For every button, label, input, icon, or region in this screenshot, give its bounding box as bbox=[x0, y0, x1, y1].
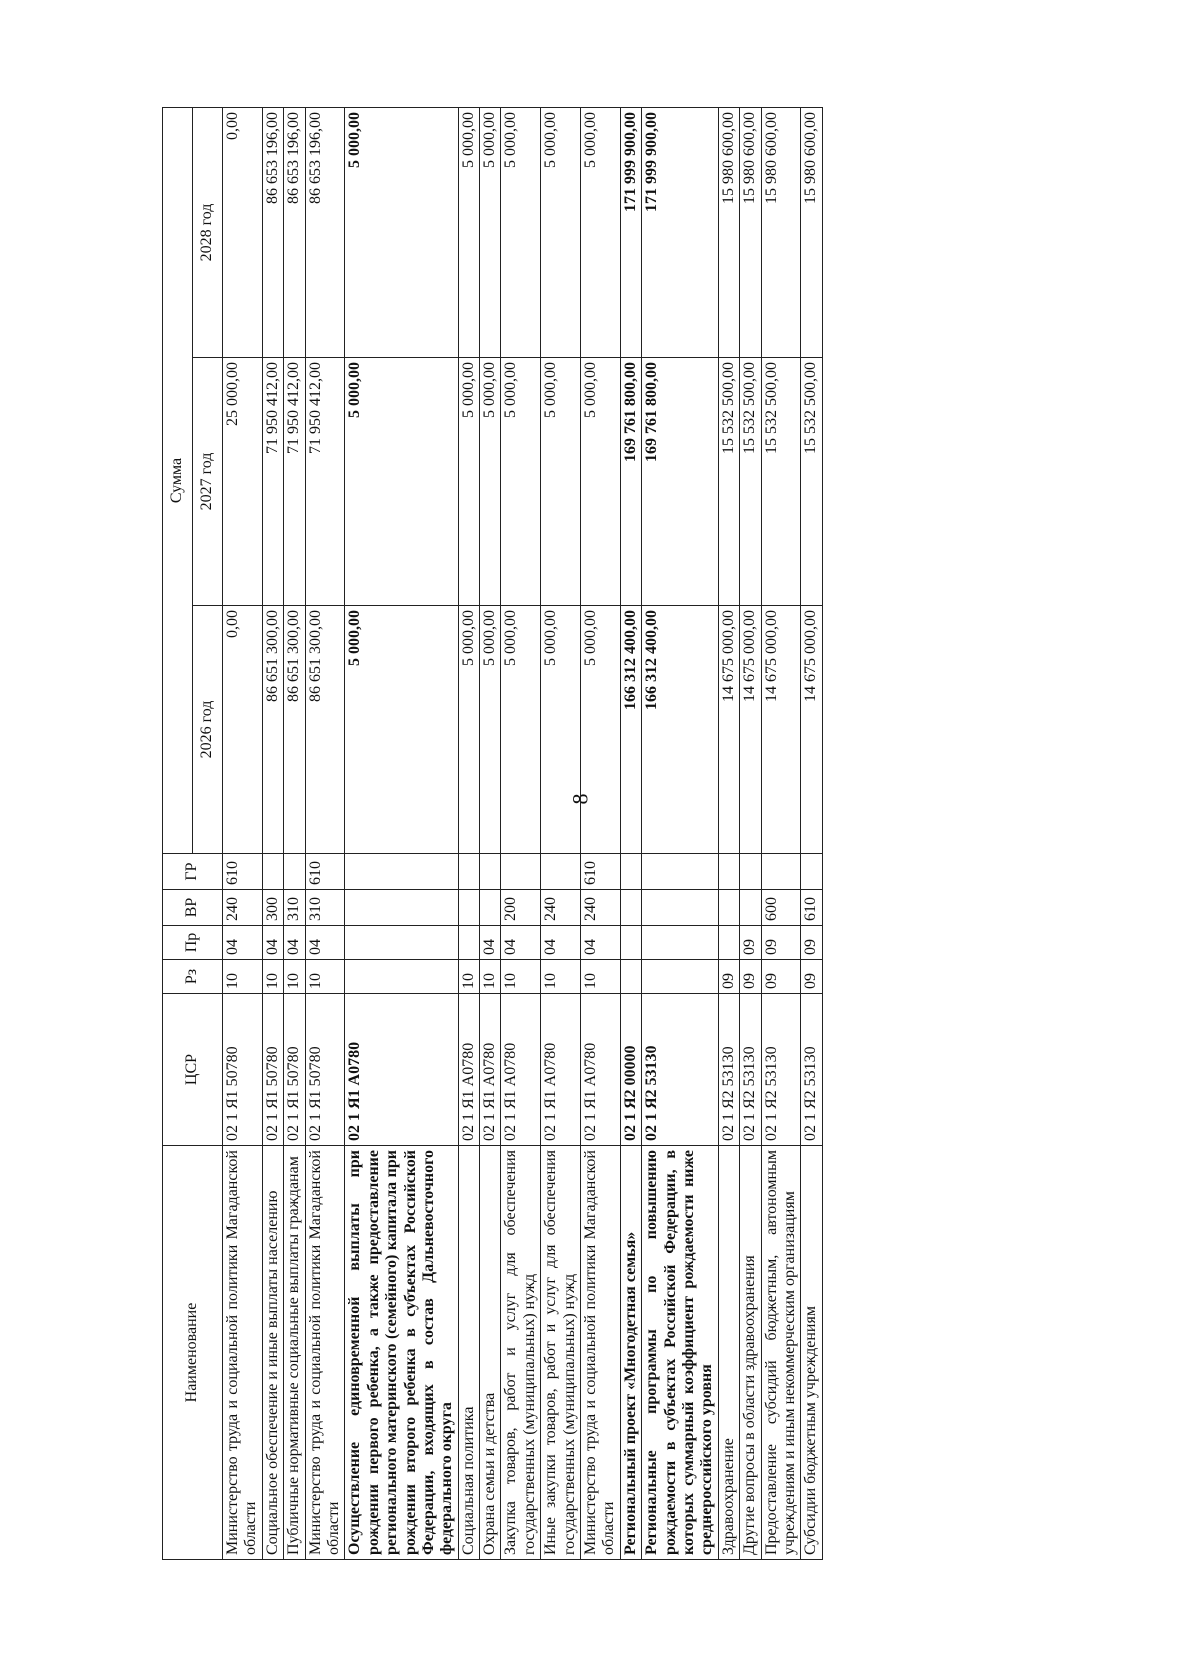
header-gr: ГР bbox=[163, 854, 223, 890]
row-gr bbox=[761, 854, 801, 890]
row-vr bbox=[740, 890, 761, 926]
row-sum-2026: 5 000,00 bbox=[541, 606, 581, 854]
row-vr: 600 bbox=[761, 890, 801, 926]
row-rz bbox=[620, 960, 641, 994]
row-csr: 02 1 Я1 А0780 bbox=[480, 994, 501, 1146]
row-sum-2028: 86 653 196,00 bbox=[305, 107, 345, 357]
table-body bbox=[223, 107, 823, 1559]
row-name: Региональный проект «Многодетная семья» bbox=[620, 1146, 641, 1560]
table-row bbox=[458, 107, 479, 1559]
row-name: Другие вопросы в области здравоохранения bbox=[740, 1146, 761, 1560]
row-gr: 610 bbox=[305, 854, 345, 890]
row-vr: 310 bbox=[284, 890, 305, 926]
table-row bbox=[345, 107, 458, 1559]
row-name: Министерство труда и социальной политики Магаданской области bbox=[581, 1146, 621, 1560]
table-row bbox=[501, 107, 541, 1559]
table-row bbox=[223, 107, 263, 1559]
row-sum-2027: 15 532 500,00 bbox=[801, 358, 822, 606]
row-sum-2027: 71 950 412,00 bbox=[305, 358, 345, 606]
row-pr bbox=[642, 926, 719, 960]
row-sum-2028: 5 000,00 bbox=[541, 107, 581, 357]
row-sum-2027: 71 950 412,00 bbox=[262, 358, 283, 606]
row-gr bbox=[541, 854, 581, 890]
row-csr: 02 1 Я1 А0780 bbox=[541, 994, 581, 1146]
row-sum-2026: 86 651 300,00 bbox=[305, 606, 345, 854]
row-pr bbox=[620, 926, 641, 960]
row-pr: 04 bbox=[223, 926, 263, 960]
header-rz: Рз bbox=[163, 960, 223, 994]
row-pr: 04 bbox=[305, 926, 345, 960]
header-vr: ВР bbox=[163, 890, 223, 926]
row-csr: 02 1 Я1 50780 bbox=[262, 994, 283, 1146]
row-name: Социальная политика bbox=[458, 1146, 479, 1560]
row-sum-2026: 14 675 000,00 bbox=[718, 606, 739, 854]
row-name: Охрана семьи и детства bbox=[480, 1146, 501, 1560]
row-sum-2027: 15 532 500,00 bbox=[761, 358, 801, 606]
row-csr: 02 1 Я1 А0780 bbox=[345, 994, 458, 1146]
table-row bbox=[480, 107, 501, 1559]
row-name: Социальное обеспечение и иные выплаты населению bbox=[262, 1146, 283, 1560]
row-pr bbox=[458, 926, 479, 960]
row-rz: 10 bbox=[480, 960, 501, 994]
row-sum-2026: 5 000,00 bbox=[480, 606, 501, 854]
row-name: Региональные программы по повышению рождаемости в субъектах Российской Федерации, в которых суммарный коэффициент рождаемости ниже среднероссийского уровня bbox=[642, 1146, 719, 1560]
table-row bbox=[718, 107, 739, 1559]
row-rz: 10 bbox=[284, 960, 305, 994]
row-rz: 09 bbox=[718, 960, 739, 994]
table-row bbox=[740, 107, 761, 1559]
row-name: Закупка товаров, работ и услуг для обеспечения государственных (муниципальных) нужд bbox=[501, 1146, 541, 1560]
rotated-table-container bbox=[162, 108, 1062, 1560]
table-row bbox=[284, 107, 305, 1559]
row-gr: 610 bbox=[223, 854, 263, 890]
table-row bbox=[541, 107, 581, 1559]
row-vr bbox=[345, 890, 458, 926]
row-sum-2026: 86 651 300,00 bbox=[284, 606, 305, 854]
row-csr: 02 1 Я1 50780 bbox=[284, 994, 305, 1146]
row-sum-2026: 5 000,00 bbox=[458, 606, 479, 854]
row-pr: 04 bbox=[480, 926, 501, 960]
row-csr: 02 1 Я2 53130 bbox=[761, 994, 801, 1146]
row-sum-2026: 14 675 000,00 bbox=[761, 606, 801, 854]
table-row bbox=[642, 107, 719, 1559]
row-gr bbox=[718, 854, 739, 890]
table-row bbox=[305, 107, 345, 1559]
header-sum: Сумма bbox=[163, 107, 193, 853]
row-gr bbox=[740, 854, 761, 890]
row-pr: 04 bbox=[581, 926, 621, 960]
row-vr bbox=[480, 890, 501, 926]
row-vr: 240 bbox=[223, 890, 263, 926]
row-rz: 09 bbox=[740, 960, 761, 994]
row-sum-2028: 5 000,00 bbox=[480, 107, 501, 357]
row-sum-2027: 5 000,00 bbox=[581, 358, 621, 606]
table-row bbox=[801, 107, 822, 1559]
row-vr bbox=[458, 890, 479, 926]
row-sum-2027: 71 950 412,00 bbox=[284, 358, 305, 606]
row-vr: 200 bbox=[501, 890, 541, 926]
row-name: Министерство труда и социальной политики Магаданской области bbox=[223, 1146, 263, 1560]
row-sum-2026: 14 675 000,00 bbox=[801, 606, 822, 854]
row-pr: 09 bbox=[761, 926, 801, 960]
row-vr bbox=[620, 890, 641, 926]
row-sum-2027: 5 000,00 bbox=[501, 358, 541, 606]
row-sum-2027: 15 532 500,00 bbox=[740, 358, 761, 606]
row-sum-2026: 5 000,00 bbox=[501, 606, 541, 854]
table-row bbox=[620, 107, 641, 1559]
row-csr: 02 1 Я1 А0780 bbox=[458, 994, 479, 1146]
row-name: Иные закупки товаров, работ и услуг для обеспечения государственных (муниципальных) нужд bbox=[541, 1146, 581, 1560]
page-number: 8 bbox=[567, 793, 593, 805]
row-sum-2028: 15 980 600,00 bbox=[740, 107, 761, 357]
row-sum-2028: 5 000,00 bbox=[458, 107, 479, 357]
row-sum-2028: 5 000,00 bbox=[345, 107, 458, 357]
row-sum-2027: 25 000,00 bbox=[223, 358, 263, 606]
row-gr bbox=[458, 854, 479, 890]
table-row bbox=[262, 107, 283, 1559]
row-rz: 10 bbox=[581, 960, 621, 994]
row-gr: 610 bbox=[581, 854, 621, 890]
row-pr: 04 bbox=[284, 926, 305, 960]
row-rz: 10 bbox=[305, 960, 345, 994]
row-name: Публичные нормативные социальные выплаты гражданам bbox=[284, 1146, 305, 1560]
row-csr: 02 1 Я1 А0780 bbox=[581, 994, 621, 1146]
row-csr: 02 1 Я2 53130 bbox=[740, 994, 761, 1146]
row-vr: 300 bbox=[262, 890, 283, 926]
row-rz: 10 bbox=[458, 960, 479, 994]
row-sum-2026: 166 312 400,00 bbox=[642, 606, 719, 854]
row-csr: 02 1 Я1 50780 bbox=[305, 994, 345, 1146]
table-row bbox=[761, 107, 801, 1559]
row-rz bbox=[642, 960, 719, 994]
row-sum-2027: 15 532 500,00 bbox=[718, 358, 739, 606]
row-pr bbox=[718, 926, 739, 960]
row-sum-2028: 15 980 600,00 bbox=[801, 107, 822, 357]
row-vr bbox=[718, 890, 739, 926]
row-gr bbox=[620, 854, 641, 890]
row-sum-2028: 5 000,00 bbox=[501, 107, 541, 357]
row-sum-2026: 86 651 300,00 bbox=[262, 606, 283, 854]
row-sum-2026: 5 000,00 bbox=[581, 606, 621, 854]
row-sum-2028: 86 653 196,00 bbox=[284, 107, 305, 357]
row-rz: 09 bbox=[761, 960, 801, 994]
row-gr bbox=[642, 854, 719, 890]
row-sum-2028: 171 999 900,00 bbox=[620, 107, 641, 357]
row-sum-2028: 15 980 600,00 bbox=[761, 107, 801, 357]
budget-table bbox=[162, 107, 823, 1560]
header-year-2026: 2026 год bbox=[193, 606, 223, 854]
row-sum-2026: 0,00 bbox=[223, 606, 263, 854]
row-vr: 240 bbox=[541, 890, 581, 926]
row-name: Предоставление субсидий бюджетным, автономным учреждениям и иным некоммерческим организациям bbox=[761, 1146, 801, 1560]
row-name: Субсидии бюджетным учреждениям bbox=[801, 1146, 822, 1560]
header-year-2027: 2027 год bbox=[193, 358, 223, 606]
row-name: Осуществление единовременной выплаты при рождении первого ребенка, а также предоставление регионального материнского (семейного) капитала при рождении второго ребенка в субъектах Российской Федерации, входящих в состав Дальневосточного федерального округа bbox=[345, 1146, 458, 1560]
row-sum-2027: 5 000,00 bbox=[480, 358, 501, 606]
row-sum-2027: 5 000,00 bbox=[541, 358, 581, 606]
row-gr bbox=[801, 854, 822, 890]
header-name: Наименование bbox=[163, 1146, 223, 1560]
row-rz: 10 bbox=[541, 960, 581, 994]
row-vr: 610 bbox=[801, 890, 822, 926]
header-year-2028: 2028 год bbox=[193, 107, 223, 357]
row-vr: 240 bbox=[581, 890, 621, 926]
row-pr: 09 bbox=[801, 926, 822, 960]
row-name: Здравоохранение bbox=[718, 1146, 739, 1560]
row-pr bbox=[345, 926, 458, 960]
row-sum-2026: 5 000,00 bbox=[345, 606, 458, 854]
row-sum-2027: 169 761 800,00 bbox=[642, 358, 719, 606]
row-rz bbox=[345, 960, 458, 994]
row-sum-2027: 5 000,00 bbox=[345, 358, 458, 606]
row-sum-2028: 15 980 600,00 bbox=[718, 107, 739, 357]
row-sum-2028: 0,00 bbox=[223, 107, 263, 357]
row-gr bbox=[345, 854, 458, 890]
row-gr bbox=[501, 854, 541, 890]
row-gr bbox=[480, 854, 501, 890]
row-rz: 10 bbox=[262, 960, 283, 994]
row-rz: 10 bbox=[223, 960, 263, 994]
row-vr: 310 bbox=[305, 890, 345, 926]
row-sum-2028: 171 999 900,00 bbox=[642, 107, 719, 357]
row-gr bbox=[284, 854, 305, 890]
row-csr: 02 1 Я1 50780 bbox=[223, 994, 263, 1146]
row-pr: 04 bbox=[262, 926, 283, 960]
row-gr bbox=[262, 854, 283, 890]
row-pr: 09 bbox=[740, 926, 761, 960]
row-sum-2027: 169 761 800,00 bbox=[620, 358, 641, 606]
row-pr: 04 bbox=[541, 926, 581, 960]
row-name: Министерство труда и социальной политики Магаданской области bbox=[305, 1146, 345, 1560]
row-rz: 09 bbox=[801, 960, 822, 994]
table-row bbox=[581, 107, 621, 1559]
row-csr: 02 1 Я2 53130 bbox=[718, 994, 739, 1146]
row-csr: 02 1 Я2 53130 bbox=[642, 994, 719, 1146]
row-vr bbox=[642, 890, 719, 926]
row-pr: 04 bbox=[501, 926, 541, 960]
header-csr: ЦСР bbox=[163, 994, 223, 1146]
row-sum-2027: 5 000,00 bbox=[458, 358, 479, 606]
row-csr: 02 1 Я2 53130 bbox=[801, 994, 822, 1146]
row-sum-2028: 86 653 196,00 bbox=[262, 107, 283, 357]
row-sum-2026: 14 675 000,00 bbox=[740, 606, 761, 854]
row-sum-2026: 166 312 400,00 bbox=[620, 606, 641, 854]
row-csr: 02 1 Я2 00000 bbox=[620, 994, 641, 1146]
row-csr: 02 1 Я1 А0780 bbox=[501, 994, 541, 1146]
row-rz: 10 bbox=[501, 960, 541, 994]
row-sum-2028: 5 000,00 bbox=[581, 107, 621, 357]
header-pr: Пр bbox=[163, 926, 223, 960]
